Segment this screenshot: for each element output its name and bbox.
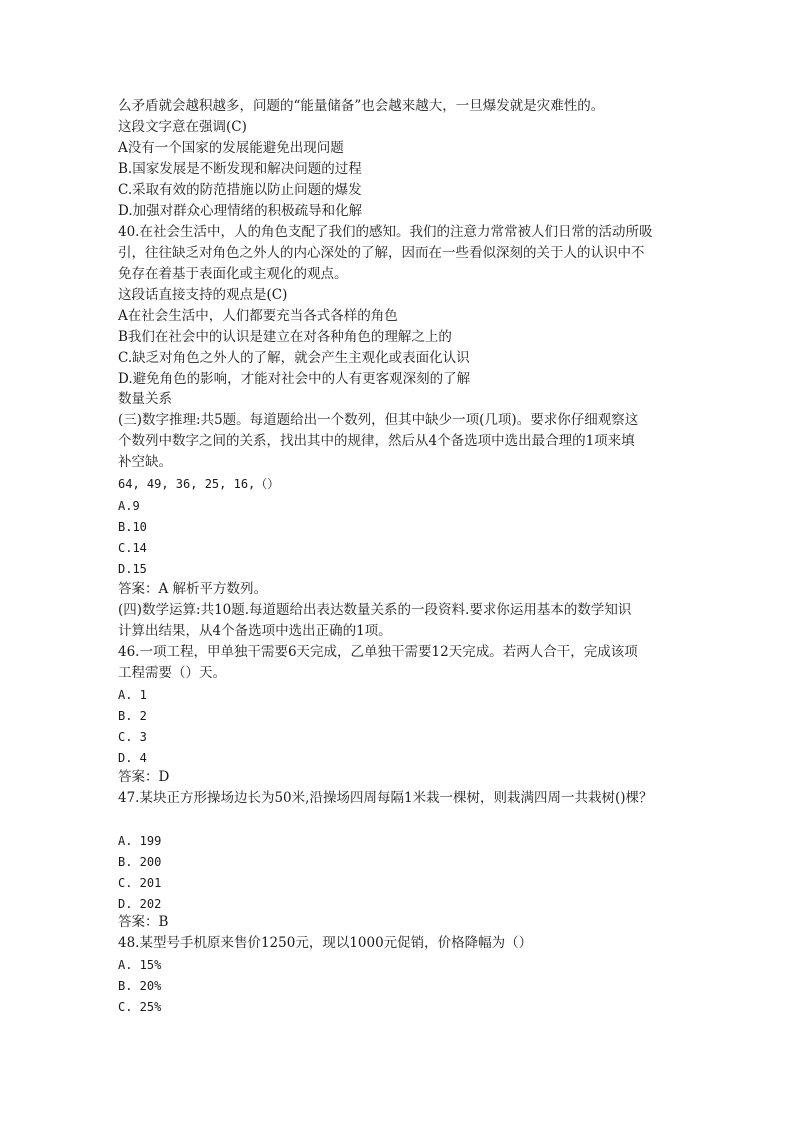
text-line: D.加强对群众心理情绪的积极疏导和化解 [118,203,363,219]
text-line: 40.在社会生活中，人的角色支配了我们的感知。我们的注意力常常被人们日常的活动所吸 [118,224,653,240]
text-line: C.采取有效的防范措施以防止问题的爆发 [118,182,362,198]
answer-line: 答案：D [118,769,170,785]
text-line: (三)数字推理:共5题。每道题给出一个数列，但其中缺少一项(几项)。要求你仔细观察这 [118,412,639,428]
text-line: D.避免角色的影响，才能对社会中的人有更客观深刻的了解 [118,371,471,387]
option-line: A. 199 [118,834,162,848]
option-line: B. 20% [118,979,162,993]
option-line: C.14 [118,541,147,555]
text-line: 补空缺。 [118,454,172,470]
text-line: (四)数学运算:共10题.每道题给出表达数量关系的一段资料.要求你运用基本的数学知识 [118,602,632,618]
text-line: 么矛盾就会越积越多，问题的“能量储备”也会越来越大，一旦爆发就是灾难性的。 [118,98,605,114]
option-line: B.10 [118,520,147,534]
text-line: A没有一个国家的发展能避免出现问题 [118,140,344,156]
text-line: 46.一项工程，甲单独干需要6天完成，乙单独干需要12天完成。若两人合干，完成该项 [118,644,638,660]
option-line: B. 200 [118,855,162,869]
option-line: C. 3 [118,730,147,744]
text-line: 免存在着基于表面化或主观化的观点。 [118,266,348,282]
option-line: B. 2 [118,709,147,723]
option-line: A. 1 [118,688,147,702]
answer-line: 答案：A 解析平方数列。 [118,581,268,597]
option-line: D. 202 [118,897,162,911]
text-line: 个数列中数字之间的关系，找出其中的规律，然后从4个备选项中选出最合理的1项来填 [118,433,635,449]
number-sequence: 64, 49, 36, 25, 16,（） [118,477,280,491]
section-heading: 数量关系 [118,391,172,407]
text-line: 这段文字意在强调(C) [118,119,247,135]
option-line: D. 4 [118,751,147,765]
option-line: C. 25% [118,1000,162,1014]
text-line: A在社会生活中，人们都要充当各式各样的角色 [118,308,398,324]
option-line: D.15 [118,562,147,576]
text-line: B我们在社会中的认识是建立在对各种角色的理解之上的 [118,329,452,345]
text-line: 计算出结果，从4个备选项中选出正确的1项。 [118,623,392,639]
option-line: C. 201 [118,876,162,890]
text-line: 引，往往缺乏对角色之外人的内心深处的了解，因而在一些看似深刻的关于人的认识中不 [118,245,645,261]
text-line: 48.某型号手机原来售价1250元，现以1000元促销，价格降幅为（） [118,935,533,951]
option-line: A.9 [118,499,140,513]
text-line: B.国家发展是不断发现和解决问题的过程 [118,161,362,177]
text-line: C.缺乏对角色之外人的了解，就会产生主观化或表面化认识 [118,350,470,366]
text-line: 工程需要（）天。 [118,665,226,681]
text-line: 47.某块正方形操场边长为50米,沿操场四周每隔1米栽一棵树，则栽满四周一共栽树()棵？ [118,790,653,806]
option-line: A. 15% [118,958,162,972]
answer-line: 答案：B [118,914,169,930]
text-line: 这段话直接支持的观点是(C) [118,287,288,303]
